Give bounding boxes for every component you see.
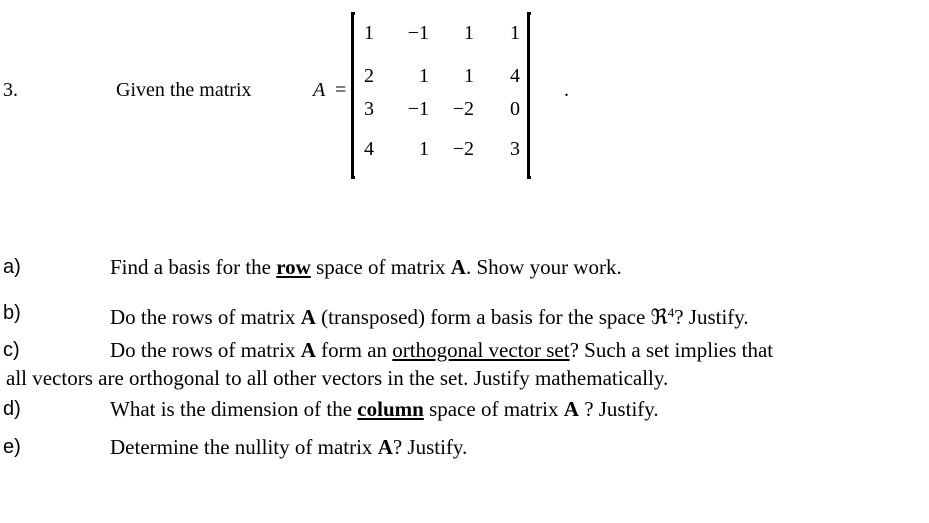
part-c-t2: form an [315,338,393,362]
part-b-t1: Do the rows of matrix [110,305,301,329]
matrix-cell: 1 [419,65,429,87]
part-a-emph: row [276,255,311,279]
part-e-text [110,435,467,459]
part-a-label: a) [3,256,21,278]
part-a-mat: A [450,255,466,279]
part-c-mat: A [300,338,316,362]
part-d-text [110,397,659,421]
part-b-sup: 4 [667,305,675,320]
part-c-t3: ? Such a set implies that [569,338,774,362]
bracket-tick [351,12,355,15]
part-e-mat: A [377,435,393,459]
part-d-t3: ? Justify. [578,397,659,421]
part-a-text [110,255,622,279]
equals-sign: = [335,79,347,101]
trailing-period: . [564,79,569,101]
matrix-a [350,12,532,179]
matrix-cell: −2 [452,98,474,120]
part-d-mat: A [563,397,579,421]
bracket-tick [527,12,531,15]
part-b-label: b) [3,302,21,324]
bracket-tick [351,176,355,179]
matrix-cell: 3 [510,138,520,160]
part-a-t2: space of matrix [310,255,451,279]
matrix-cell: 1 [464,65,474,87]
bracket-tick [527,176,531,179]
matrix-cell: 4 [510,65,520,87]
part-b-text [110,301,749,329]
matrix-name: A [313,79,326,101]
matrix-cell: 3 [364,98,374,120]
part-d-t1: What is the dimension of the [110,397,358,421]
matrix-cell: 1 [419,138,429,160]
matrix-cell: −1 [407,22,429,44]
part-a-t1: Find a basis for the [110,255,277,279]
matrix-cell: 4 [364,138,374,160]
part-c-emph: orthogonal vector set [392,338,570,362]
part-b-t3: ? Justify. [674,305,749,329]
matrix-cell: −1 [407,98,429,120]
part-c-label: c) [3,339,20,361]
part-e-label: e) [3,436,21,458]
part-e-t1: Determine the nullity of matrix [110,435,378,459]
part-d-emph: column [357,397,424,421]
part-c-line2: all vectors are orthogonal to all other vectors in the set. Justify mathematically. [6,366,669,390]
problem-number: 3. [3,79,18,101]
part-d-label: d) [3,398,21,420]
matrix-left-bracket [351,12,354,179]
matrix-cell: 0 [510,98,520,120]
part-b-space: ℜ [650,305,668,329]
part-e-t2: ? Justify. [392,435,468,459]
matrix-cell: 1 [364,22,374,44]
part-d-t2: space of matrix [423,397,564,421]
part-c-t1: Do the rows of matrix [110,338,301,362]
matrix-cell: −2 [452,138,474,160]
problem-intro: Given the matrix [116,79,252,101]
part-b-t2: (transposed) form a basis for the space [315,305,651,329]
part-b-mat: A [300,305,316,329]
part-c-text [110,338,773,362]
matrix-cell: 2 [364,65,374,87]
part-a-t3: . Show your work. [465,255,622,279]
matrix-cell: 1 [510,22,520,44]
matrix-right-bracket [527,12,530,179]
matrix-cell: 1 [464,22,474,44]
